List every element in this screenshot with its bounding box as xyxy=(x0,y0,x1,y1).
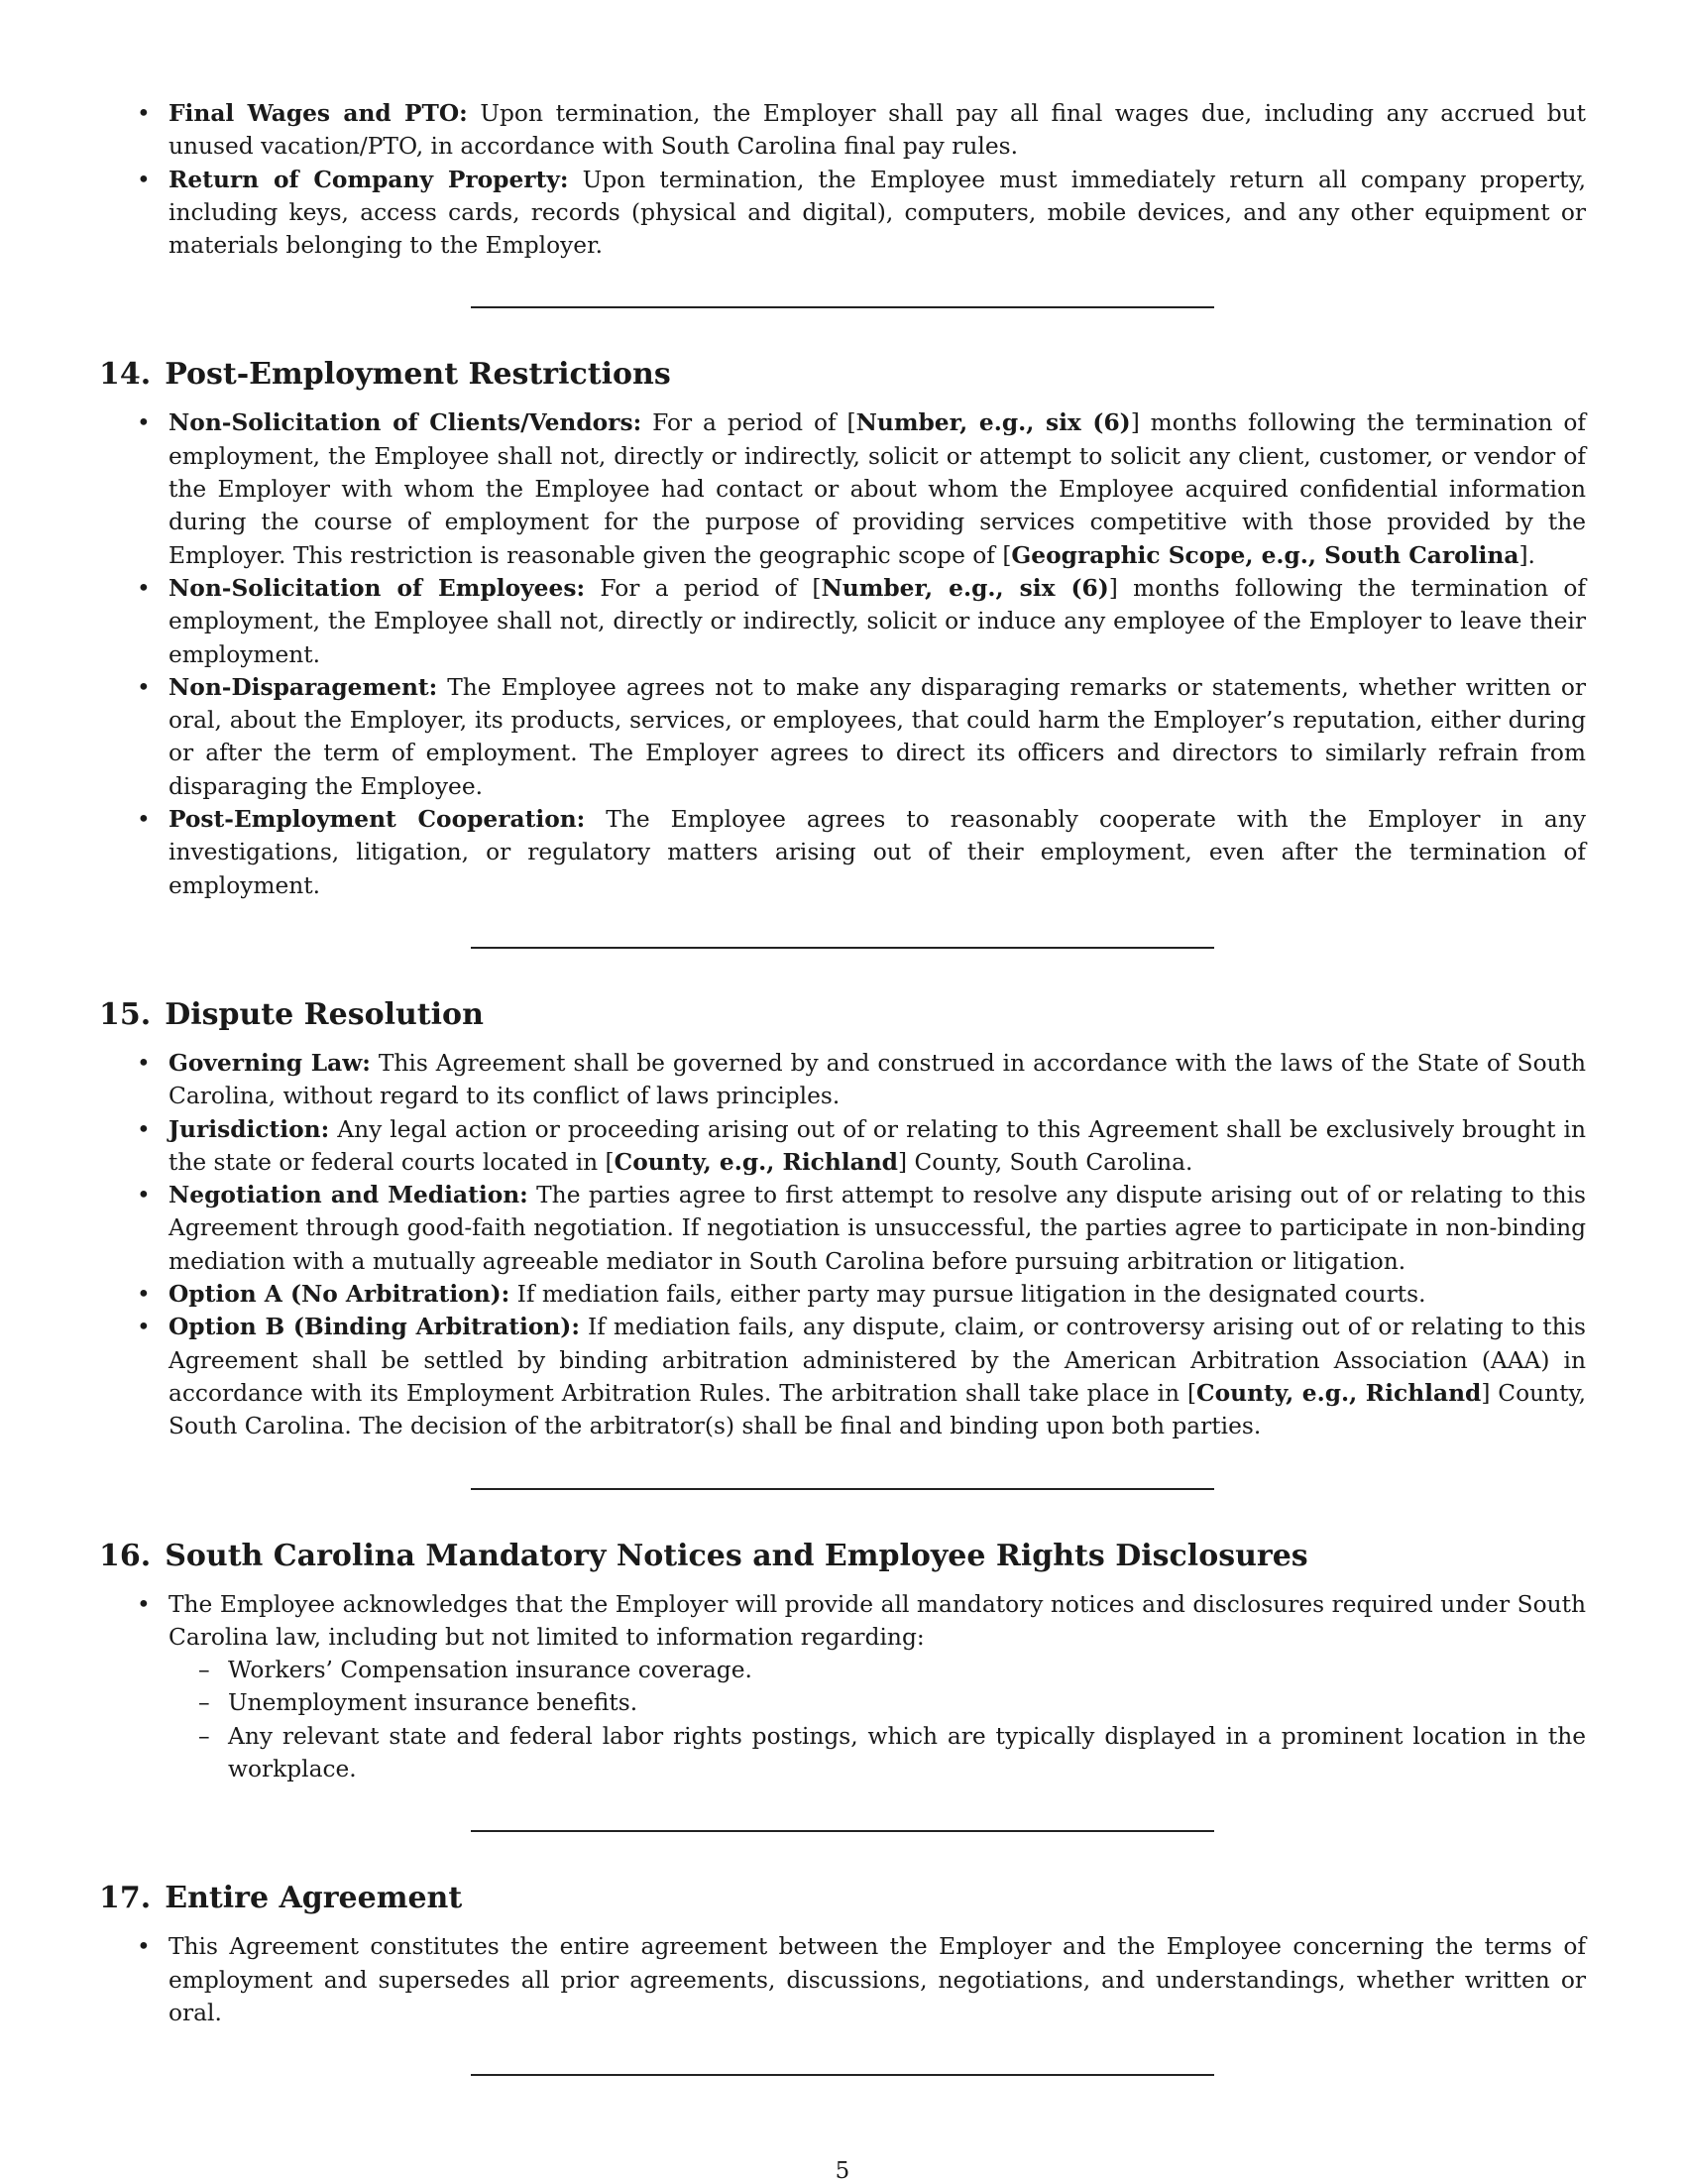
placeholder-county: County, e.g., Richland xyxy=(614,1148,898,1176)
sublist-item: – Unemployment insurance benefits. xyxy=(168,1686,1586,1719)
list-item-option-b xyxy=(99,1311,1586,1442)
placeholder-geographic-scope: Geographic Scope, e.g., South Carolina xyxy=(1011,541,1519,569)
section-heading-14 xyxy=(99,355,1586,395)
item-text: The parties agree to first attempt to resolve any dispute arising out of or relating to this Agreement through good-faith negotiation. If negotiation is unsuccessful, the parties agree to participate in non-binding mediation with a mutually agreeable mediator in South Carolina before pursuing arbitration or litigation. xyxy=(168,1182,1586,1275)
item-text: Any legal action or proceeding arising out of or relating to this Agreement shall be exclusively brought in the state or federal courts located in [ xyxy=(168,1115,1586,1176)
item-label: Post-Employment Cooperation: xyxy=(168,806,586,834)
list-item-jurisdiction xyxy=(99,1113,1586,1180)
section-title: Entire Agreement xyxy=(165,1881,463,1916)
item-text: The Employee acknowledges that the Employer will provide all mandatory notices and disclosures required under South Carolina law, including but not limited to information regarding: xyxy=(168,1590,1586,1651)
list-item-entire-agreement xyxy=(99,1930,1586,2029)
section-title: Post-Employment Restrictions xyxy=(165,357,671,393)
item-label: Option A (No Arbitration): xyxy=(168,1281,510,1309)
section13-list xyxy=(99,97,1586,262)
item-text: If mediation fails, any dispute, claim, or controversy arising out of or relating to this Agreement shall be settled by binding arbitration administered by the American Arbitration Association (AAA) in accordance with its Employment Arbitration Rules. The arbitration shall take place in [ xyxy=(168,1314,1586,1407)
list-item-governing-law xyxy=(99,1047,1586,1113)
sublist-item: – Workers’ Compensation insurance coverage. xyxy=(168,1654,1586,1686)
item-text: The Employee agrees to reasonably cooperate with the Employer in any investigations, litigation, or regulatory matters arising out of their employment, even after the termination of employment. xyxy=(168,806,1586,899)
item-label: Governing Law: xyxy=(168,1049,371,1077)
section17-list xyxy=(99,1930,1586,2029)
item-label: Non-Disparagement: xyxy=(168,673,438,701)
section-heading-17 xyxy=(99,1879,1586,1918)
section15-list xyxy=(99,1047,1586,1443)
placeholder-county: County, e.g., Richland xyxy=(1196,1379,1482,1407)
item-text: If mediation fails, either party may pursue litigation in the designated courts. xyxy=(509,1281,1426,1309)
placeholder-number: Number, e.g., six (6) xyxy=(821,574,1109,602)
page-number: 5 xyxy=(835,2158,850,2184)
item-text: For a period of [ xyxy=(641,409,856,437)
section-title: South Carolina Mandatory Notices and Employee Rights Disclosures xyxy=(165,1538,1308,1573)
item-text: Upon termination, the Employee must immediately return all company property, including keys, access cards, records (physical and digital), computers, mobile devices, and any other equipment or materials belonging to the Employer. xyxy=(168,166,1586,260)
section14-list xyxy=(99,406,1586,901)
section-number: 17. xyxy=(99,1881,152,1916)
section-divider xyxy=(471,2074,1214,2076)
list-item-non-solicitation-clients xyxy=(99,406,1586,571)
item-text: ] months following the termination of employment, the Employee shall not, directly or indirectly, solicit or attempt to solicit any client, customer, or vendor of the Employer with whom the Employee had contact or about whom the Employee acquired confidential information during the course of employment for the purpose of providing services competitive with those provided by the Employer. This restriction is reasonable given the geographic scope of [ xyxy=(168,409,1586,569)
section-number: 14. xyxy=(99,357,152,393)
item-text: ] months following the termination of employment, the Employee shall not, directly or indirectly, solicit or induce any employee of the Employer to leave their employment. xyxy=(168,574,1587,668)
item-text: Upon termination, the Employer shall pay all final wages due, including any accrued but unused vacation/PTO, in accordance with South Carolina final pay rules. xyxy=(168,100,1586,161)
item-label: Return of Company Property: xyxy=(168,166,569,193)
placeholder-number: Number, e.g., six (6) xyxy=(855,409,1131,437)
list-item-return-property xyxy=(99,164,1586,263)
list-item-negotiation-mediation xyxy=(99,1179,1586,1278)
section-title: Dispute Resolution xyxy=(165,996,484,1032)
item-label: Final Wages and PTO: xyxy=(168,100,468,127)
list-item-post-employment-cooperation xyxy=(99,803,1586,902)
notices-sublist xyxy=(168,1654,1586,1785)
section-number: 16. xyxy=(99,1538,152,1573)
item-text: The Employee agrees not to make any disparaging remarks or statements, whether written or oral, about the Employer, its products, services, or employees, that could harm the Employer’s reputation, either during or after the term of employment. The Employer agrees to direct its officers and directors to similarly refrain from disparaging the Employee. xyxy=(168,673,1586,800)
list-item-non-disparagement xyxy=(99,671,1586,803)
section-heading-15 xyxy=(99,995,1586,1035)
list-item-option-a xyxy=(99,1278,1586,1311)
item-label: Non-Solicitation of Clients/Vendors: xyxy=(168,409,642,437)
item-text: This Agreement constitutes the entire agreement between the Employer and the Employee concerning the terms of employment and supersedes all prior agreements, discussions, negotiations, and understandings, whether written or oral. xyxy=(168,1933,1586,2026)
section-heading-16 xyxy=(99,1537,1586,1576)
item-text: ] County, South Carolina. The decision of the arbitrator(s) shall be final and binding upon both parties. xyxy=(168,1379,1586,1440)
section16-list xyxy=(99,1588,1586,1786)
item-label: Non-Solicitation of Employees: xyxy=(168,574,586,602)
item-text: For a period of [ xyxy=(585,574,822,602)
list-item-final-wages xyxy=(99,97,1586,164)
list-item-non-solicitation-employees xyxy=(99,572,1586,671)
item-label: Jurisdiction: xyxy=(168,1115,330,1143)
sublist-item: – Any relevant state and federal labor rights postings, which are typically displayed in a prominent location in the workplace. xyxy=(168,1720,1586,1786)
item-text: This Agreement shall be governed by and construed in accordance with the laws of the State of South Carolina, without regard to its conflict of laws principles. xyxy=(168,1049,1587,1110)
section-number: 15. xyxy=(99,996,152,1032)
page-content xyxy=(99,97,1586,2076)
item-label: Option B (Binding Arbitration): xyxy=(168,1314,580,1341)
list-item-mandatory-notices xyxy=(99,1588,1586,1786)
item-text: ] County, South Carolina. xyxy=(897,1148,1193,1176)
item-label: Negotiation and Mediation: xyxy=(168,1182,528,1209)
item-text: ]. xyxy=(1518,541,1535,569)
